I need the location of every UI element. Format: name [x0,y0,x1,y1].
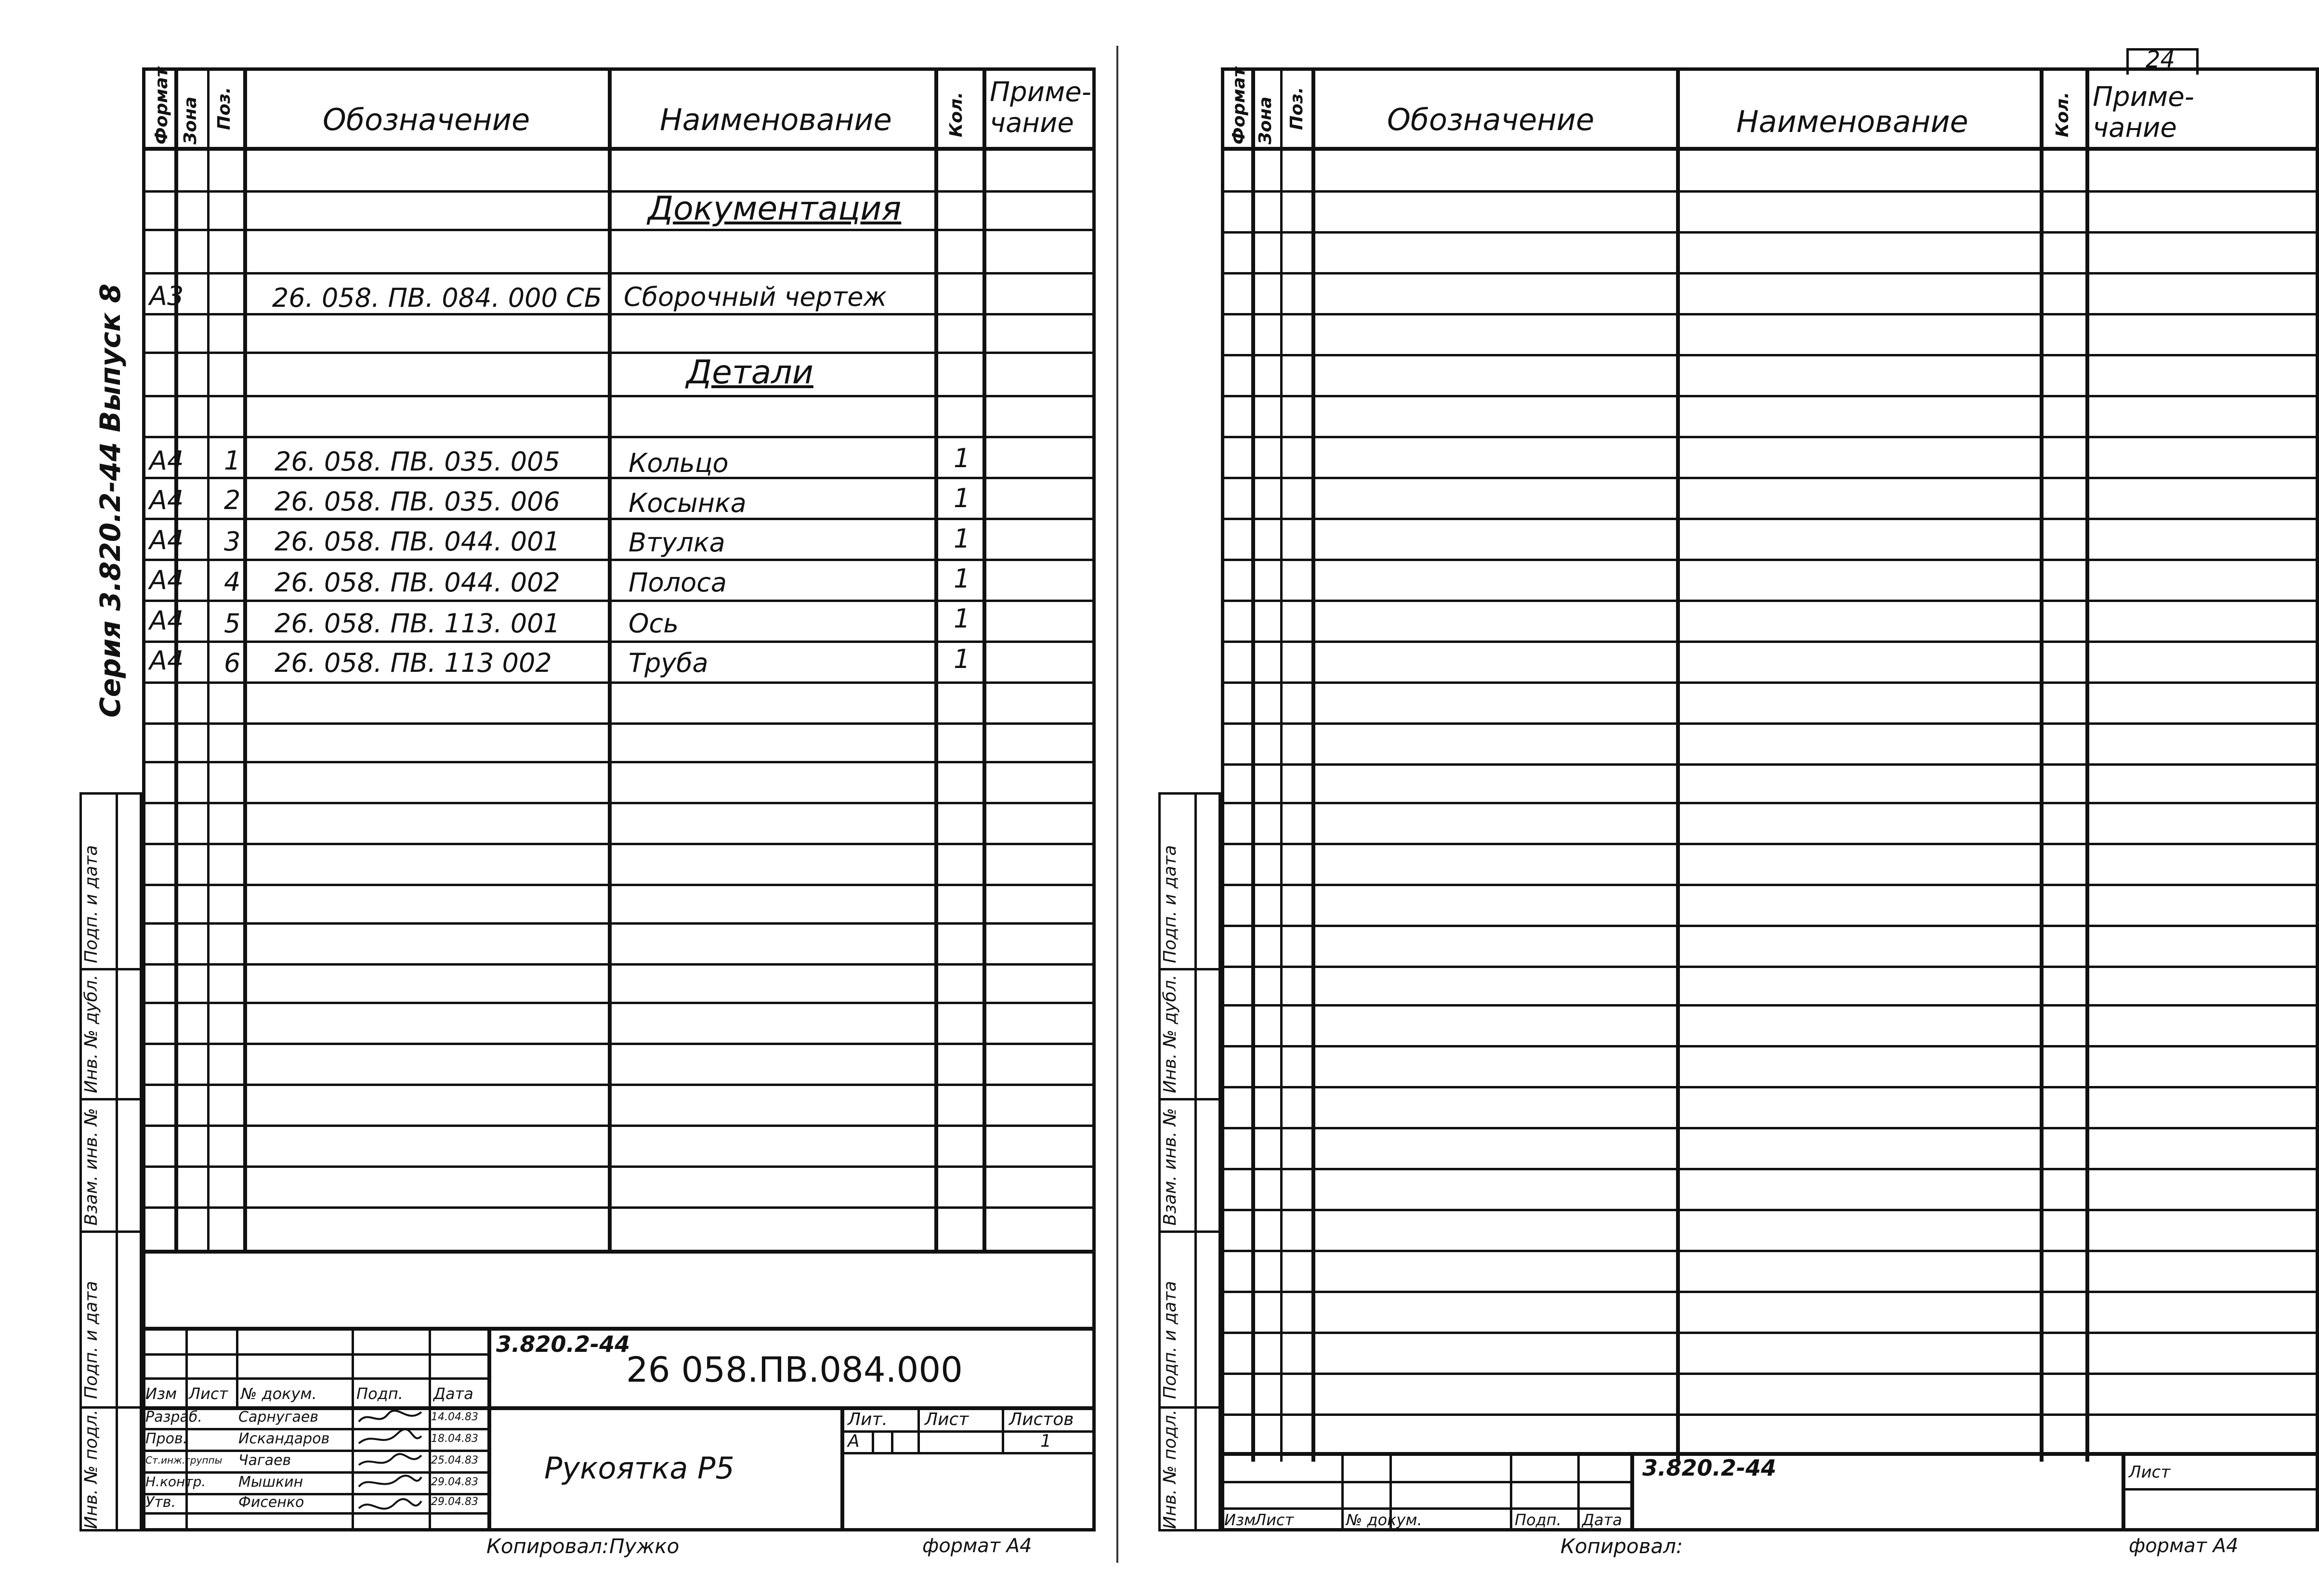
tb-col-list: Лист [1255,1511,1294,1529]
header-pos: Поз. [214,87,234,130]
tb-doc-code: 26 058.ПВ.084.000 [626,1349,963,1390]
tb-col-izm: Изм [145,1385,177,1403]
page-number: 24 [2146,46,2175,73]
row-format: А4 [149,485,184,515]
side-label-inv-dubl: Инв. № дубл. [1160,974,1180,1093]
tb-date: 29.04.83 [431,1476,478,1488]
tb-role: Н.контр. [145,1474,206,1490]
side-label-podp-data-top: Подп. и дата [1160,845,1180,963]
copied-by-label: Копировал: [1560,1534,1683,1558]
header-format: Формат [1229,67,1249,144]
page-seam [1116,46,1118,1563]
header-name: Наименование [1736,104,1968,139]
section-documentation: Документация [648,190,902,228]
copier-name: Пужко [609,1534,680,1558]
side-label-inv-dubl: Инв. № дубл. [81,974,101,1093]
side-label-inv-podl: Инв. № подл. [81,1409,101,1529]
format-label: формат А4 [922,1535,1032,1557]
header-pos: Поз. [1287,87,1307,130]
tb-date: 25.04.83 [431,1454,478,1466]
tb-sheets: Листов [1009,1410,1074,1429]
header-qty: Кол. [2053,92,2072,137]
tb-name: Сарнугаев [238,1409,319,1426]
tb-col-podp: Подп. [1515,1511,1561,1529]
row-format: А4 [149,525,184,555]
row-name: Косынка [629,488,747,518]
format-label: формат А4 [2129,1535,2239,1557]
tb-product-name: Рукоятка Р5 [544,1451,734,1486]
row-format: А4 [149,605,184,636]
tb-date: 18.04.83 [431,1433,478,1445]
tb-role: Ст.инж.группы [145,1454,223,1466]
tb-series: 3.820.2-44 [496,1331,630,1357]
tb-name: Чагаев [238,1452,291,1469]
row-format: А4 [149,645,184,676]
header-zone: Зона [181,96,200,144]
signatures [354,1407,426,1530]
row-designation: 26. 058. ПВ. 035. 006 [275,486,560,517]
doc-row-name: Сборочный чертеж [624,282,887,312]
row-designation: 26. 058. ПВ. 044. 001 [275,526,560,557]
right-frame [1221,67,2319,1531]
row-pos: 2 [224,485,241,515]
tb-lit: Лит. [848,1410,888,1429]
tb-sheet: Лист [925,1410,969,1429]
right-spec-sheet [1117,0,2239,1596]
tb-role: Пров. [145,1430,188,1447]
tb-role: Утв. [145,1494,176,1511]
header-designation: Обозначение [1387,102,1595,137]
row-pos: 4 [224,567,241,597]
row-name: Труба [629,648,708,678]
row-designation: 26. 058. ПВ. 113 002 [275,648,552,678]
tb-col-podp: Подп. [356,1385,403,1403]
row-qty: 1 [954,563,970,594]
tb-name: Искандаров [238,1430,330,1447]
side-label-vzam-inv: Взам. инв. № [1160,1108,1180,1226]
left-spec-sheet [0,0,1117,1596]
tb-lit-value: А [848,1431,860,1451]
copied-by-label: Копировал: [486,1534,609,1558]
tb-col-izm: Изм [1224,1511,1256,1529]
row-qty: 1 [954,523,970,554]
tb-col-dokum: № докум. [241,1385,317,1403]
row-name: Втулка [629,527,725,558]
tb-date: 29.04.83 [431,1496,478,1508]
row-pos: 3 [224,526,241,557]
row-qty: 1 [954,644,970,674]
header-format: Формат [152,67,171,144]
tb-col-list: Лист [189,1385,228,1403]
doc-row-format: А3 [149,281,184,311]
tb-role: Разраб. [145,1409,202,1426]
tb-sheets-value: 1 [1040,1431,1051,1451]
row-pos: 1 [224,445,241,476]
row-name: Ось [629,608,679,639]
header-note: Приме- чание [990,77,1091,139]
header-qty: Кол. [946,92,966,137]
row-format: А4 [149,445,184,476]
side-label-podp-data-bottom: Подп. и дата [81,1281,101,1399]
tb-col-dokum: № докум. [1346,1511,1422,1529]
row-name: Кольцо [629,448,729,478]
row-pos: 6 [224,648,241,678]
side-label-podp-data-top: Подп. и дата [81,845,101,963]
section-details: Детали [686,353,813,392]
tb-series: 3.820.2-44 [1642,1455,1777,1481]
side-label-podp-data-bottom: Подп. и дата [1160,1281,1180,1399]
tb-name: Мышкин [238,1474,303,1491]
doc-row-designation: 26. 058. ПВ. 084. 000 СБ [272,283,602,313]
row-name: Полоса [629,567,727,598]
tb-col-data: Дата [433,1385,473,1403]
header-note: Приме- чание [2093,81,2194,144]
row-qty: 1 [954,603,970,634]
tb-sheet-label: Лист [2129,1463,2171,1482]
row-designation: 26. 058. ПВ. 035. 005 [275,446,560,477]
row-designation: 26. 058. ПВ. 113. 001 [275,608,560,639]
tb-date: 14.04.83 [431,1411,478,1423]
header-zone: Зона [1256,96,1275,144]
side-label-inv-podl: Инв. № подл. [1160,1409,1180,1529]
series-label: Серия 3.820.2-44 Выпуск 8 [94,283,127,718]
row-qty: 1 [954,483,970,513]
header-designation: Обозначение [323,102,530,137]
side-label-vzam-inv: Взам. инв. № [81,1108,101,1226]
row-pos: 5 [224,608,241,639]
tb-col-data: Дата [1582,1511,1622,1529]
row-format: А4 [149,565,184,595]
tb-name: Фисенко [238,1494,304,1511]
row-qty: 1 [954,443,970,473]
header-name: Наименование [660,102,892,137]
row-designation: 26. 058. ПВ. 044. 002 [275,567,560,598]
